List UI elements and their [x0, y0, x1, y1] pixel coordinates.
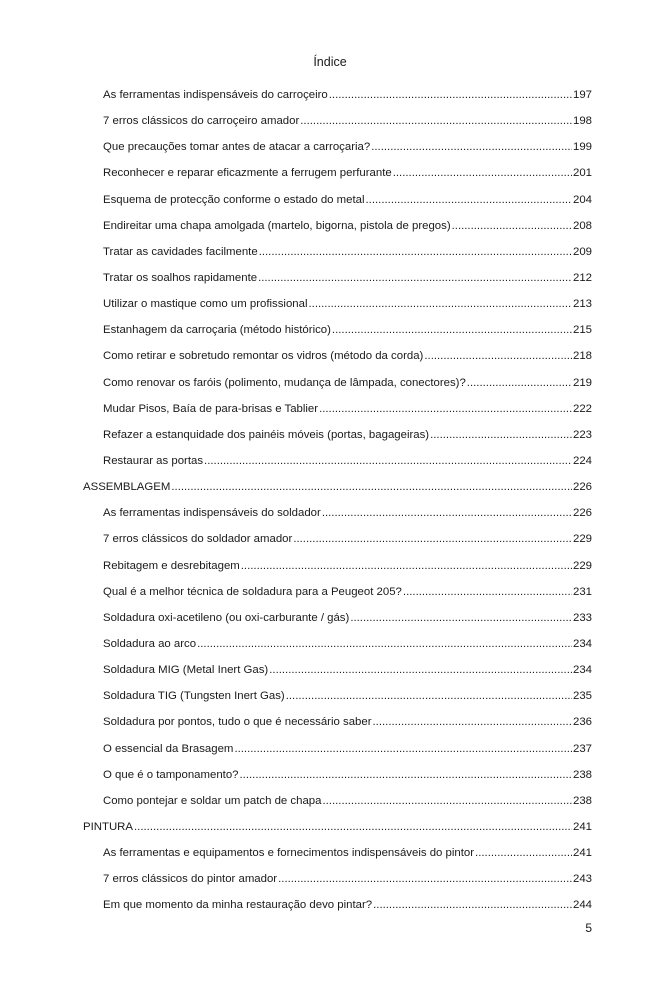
toc-entry[interactable]: [0, 529, 660, 555]
toc-entry-title: 7 erros clássicos do pintor amador: [103, 873, 278, 886]
toc-entry-title: Estanhagem da carroçaria (método histórico): [103, 324, 331, 337]
toc-entry-title: O essencial da Brasagem: [103, 742, 234, 755]
dot-leader: [241, 556, 572, 576]
dot-leader: [240, 765, 572, 785]
toc-entry-page: 209: [572, 245, 592, 258]
toc-entry-title: As ferramentas indispensáveis do carroçeiro: [103, 89, 328, 101]
toc-entry[interactable]: [0, 503, 660, 529]
toc-entry-title: Que precauções tomar antes de atacar a carroçaria?: [103, 141, 371, 154]
page-header-title: Índice: [313, 55, 347, 69]
dot-leader: [300, 111, 572, 131]
toc-entry-page: 201: [572, 167, 592, 180]
toc-entry[interactable]: [0, 111, 660, 137]
toc-entry-title: Como pontejar e soldar um patch de chapa: [103, 794, 322, 807]
toc-entry-title: As ferramentas indispensáveis do soldador: [103, 507, 321, 520]
toc-entry-title: PINTURA: [83, 820, 133, 833]
dot-leader: [322, 791, 572, 811]
toc-entry-title: As ferramentas e equipamentos e fornecimentos indispensáveis do pintor: [103, 847, 475, 860]
toc-entry[interactable]: [0, 85, 660, 111]
dot-leader: [366, 190, 572, 210]
toc-entry-title: ASSEMBLAGEM: [83, 481, 171, 494]
dot-leader: [204, 451, 572, 471]
toc-entry-title: 7 erros clássicos do soldador amador: [103, 533, 293, 546]
dot-leader: [322, 503, 572, 523]
toc-entry-page: 231: [572, 585, 592, 598]
dot-leader: [371, 137, 572, 157]
toc-entry-title: Soldadura TIG (Tungsten Inert Gas): [103, 690, 285, 703]
toc-section-entry[interactable]: [0, 817, 660, 843]
dot-leader: [197, 634, 572, 654]
toc-entry-page: 236: [572, 716, 592, 729]
toc-entry[interactable]: [0, 137, 660, 163]
dot-leader: [319, 399, 572, 419]
dot-leader: [286, 686, 572, 706]
toc-entry[interactable]: [0, 399, 660, 425]
toc-entry-page: 226: [572, 481, 592, 494]
dot-leader: [373, 712, 572, 732]
toc-entry[interactable]: [0, 556, 660, 582]
toc-entry[interactable]: [0, 216, 660, 242]
toc-entry-page: 229: [572, 533, 592, 546]
toc-entry[interactable]: [0, 739, 660, 765]
toc-entry-page: 223: [572, 428, 592, 441]
toc-entry-title: Em que momento da minha restauração devo pintar?: [103, 899, 373, 912]
toc-entry-title: Como retirar e sobretudo remontar os vidros (método da corda): [103, 350, 424, 363]
toc-entry-page: 233: [572, 611, 592, 624]
toc-entry[interactable]: [0, 268, 660, 294]
toc-entry-page: 234: [572, 664, 592, 677]
toc-entry-page: 199: [572, 141, 592, 154]
toc-entry-title: Soldadura oxi-acetileno (ou oxi-carburante / gás): [103, 611, 350, 624]
toc-entry[interactable]: [0, 869, 660, 895]
toc-entry-title: Reconhecer e reparar eficazmente a ferrugem perfurante: [103, 167, 392, 180]
toc-entry-title: Esquema de protecção conforme o estado do metal: [103, 193, 365, 206]
toc-entry[interactable]: [0, 660, 660, 686]
toc-entry-title: Refazer a estanquidade dos painéis móveis (portas, bagageiras): [103, 428, 430, 441]
dot-leader: [259, 242, 572, 262]
dot-leader: [332, 320, 572, 340]
toc-entry[interactable]: [0, 190, 660, 216]
dot-leader: [373, 895, 572, 915]
dot-leader: [329, 85, 572, 105]
dot-leader: [424, 346, 572, 366]
dot-leader: [452, 216, 572, 236]
toc-entry-page: 219: [572, 376, 592, 389]
toc-entry-page: 234: [572, 637, 592, 650]
toc-entry-page: 235: [572, 690, 592, 703]
page-number: 5: [585, 921, 592, 935]
toc-entry-page: 197: [572, 89, 592, 101]
toc-entry-page: 222: [572, 402, 592, 415]
toc-entry[interactable]: [0, 791, 660, 817]
toc-entry[interactable]: [0, 294, 660, 320]
toc-entry-title: Qual é a melhor técnica de soldadura para a Peugeot 205?: [103, 585, 402, 598]
dot-leader: [171, 477, 572, 497]
dot-leader: [403, 582, 572, 602]
dot-leader: [258, 268, 572, 288]
toc-section-entry[interactable]: [0, 477, 660, 503]
toc-entry[interactable]: [0, 634, 660, 660]
toc-entry-page: 224: [572, 454, 592, 467]
toc-entry-page: 198: [572, 115, 592, 128]
toc-entry[interactable]: [0, 895, 660, 921]
toc-entry-title: Utilizar o mastique como um profissional: [103, 298, 308, 311]
dot-leader: [430, 425, 572, 445]
toc-entry[interactable]: [0, 765, 660, 791]
toc-entry-page: 229: [572, 559, 592, 572]
toc-entry[interactable]: [0, 712, 660, 738]
toc-entry-title: Mudar Pisos, Baía de para-brisas e Tablier: [103, 402, 319, 415]
dot-leader: [308, 294, 572, 314]
dot-leader: [134, 817, 572, 837]
toc-entry-page: 212: [572, 271, 592, 284]
toc-entry-title: Endireitar uma chapa amolgada (martelo, bigorna, pistola de pregos): [103, 219, 451, 232]
toc-entry-title: O que é o tamponamento?: [103, 768, 239, 781]
toc-entry[interactable]: [0, 346, 660, 372]
toc-entry-title: Tratar os soalhos rapidamente: [103, 271, 258, 284]
toc-entry-page: 241: [572, 820, 592, 833]
toc-entry-page: 241: [572, 847, 592, 860]
dot-leader: [475, 843, 572, 863]
toc-entry[interactable]: [0, 582, 660, 608]
toc-entry-page: 218: [572, 350, 592, 363]
toc-entry-title: Rebitagem e desrebitagem: [103, 559, 240, 572]
dot-leader: [278, 869, 572, 889]
dot-leader: [467, 373, 572, 393]
toc-entry-page: 244: [572, 899, 592, 912]
toc-entry[interactable]: [0, 425, 660, 451]
toc-entry-page: 215: [572, 324, 592, 337]
toc-entry-title: Restaurar as portas: [103, 454, 204, 467]
toc-entry-title: Soldadura por pontos, tudo o que é necessário saber: [103, 716, 372, 729]
toc-entry[interactable]: [0, 242, 660, 268]
toc-entry-title: Como renovar os faróis (polimento, mudança de lâmpada, conectores)?: [103, 376, 466, 389]
dot-leader: [234, 739, 572, 759]
toc-entry-title: Soldadura MIG (Metal Inert Gas): [103, 664, 269, 677]
toc-entry-title: 7 erros clássicos do carroçeiro amador: [103, 115, 300, 128]
toc-entry-title: Soldadura ao arco: [103, 637, 197, 650]
dot-leader: [350, 608, 572, 628]
toc-entry[interactable]: [0, 451, 660, 477]
toc-entry[interactable]: [0, 320, 660, 346]
toc-entry-title: Tratar as cavidades facilmente: [103, 245, 258, 258]
toc-entry[interactable]: [0, 373, 660, 399]
dot-leader: [293, 529, 572, 549]
dot-leader: [269, 660, 572, 680]
toc-entry[interactable]: [0, 163, 660, 189]
toc-entry-page: 237: [572, 742, 592, 755]
toc-entry-page: 238: [572, 794, 592, 807]
toc-entry[interactable]: [0, 843, 660, 869]
toc-entry-page: 238: [572, 768, 592, 781]
table-of-contents: [0, 85, 660, 922]
toc-entry[interactable]: [0, 686, 660, 712]
toc-entry-page: 243: [572, 873, 592, 886]
toc-entry-page: 204: [572, 193, 592, 206]
dot-leader: [393, 163, 572, 183]
toc-entry[interactable]: [0, 608, 660, 634]
toc-entry-page: 226: [572, 507, 592, 520]
toc-entry-page: 213: [572, 298, 592, 311]
toc-entry-page: 208: [572, 219, 592, 232]
